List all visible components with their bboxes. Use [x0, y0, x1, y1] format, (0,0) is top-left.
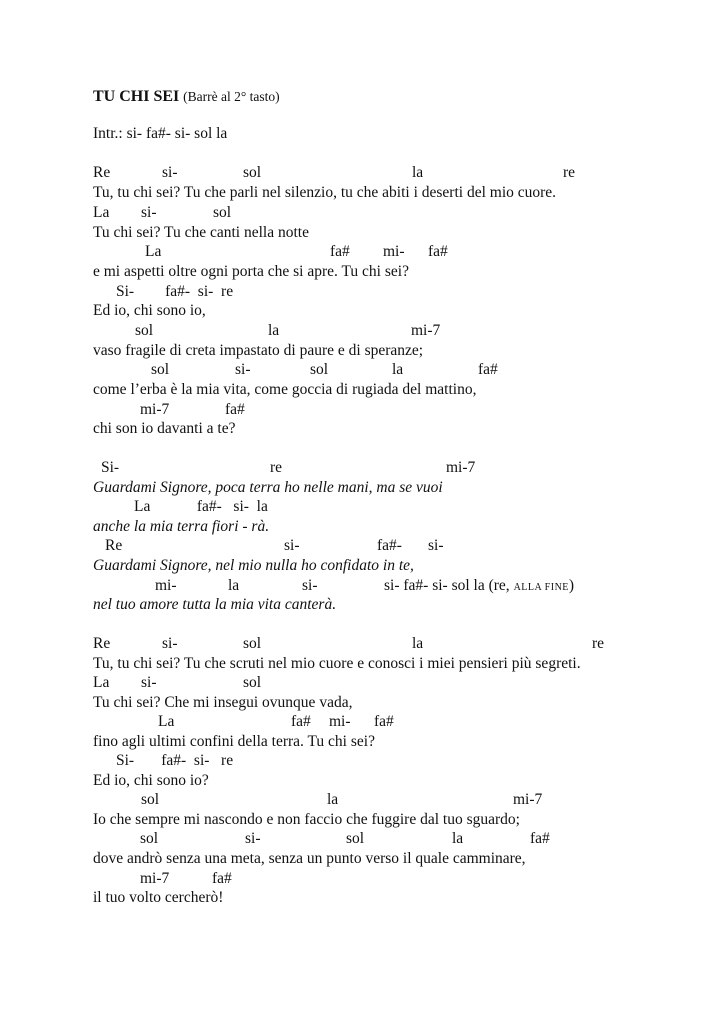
chord-line: La fa#- si- la — [134, 498, 268, 515]
chord: fa# — [374, 713, 394, 730]
chord: fa#- — [377, 537, 402, 554]
chord: sol — [243, 164, 262, 181]
intro-line: Intr.: si- fa#- si- sol la — [93, 125, 228, 142]
lyric-line: Tu chi sei? Che mi insegui ovunque vada, — [93, 694, 353, 711]
chord: sol — [346, 830, 365, 847]
chord: Re — [105, 537, 123, 554]
refrain-line: anche la mia terra fiori - rà. — [93, 518, 270, 535]
chord: si- fa#- si- sol la (re, — [384, 577, 510, 594]
chord: si- — [245, 830, 261, 847]
chord: fa# — [478, 361, 498, 378]
chord: La — [158, 713, 175, 730]
chord: mi- — [155, 577, 177, 594]
chord: mi-7 — [446, 459, 476, 476]
chord: si- — [141, 674, 157, 691]
chord-group — [384, 577, 574, 597]
chord: si- — [162, 164, 178, 181]
chord: fa# — [212, 870, 232, 887]
chord: la — [452, 830, 464, 847]
chord: fa# — [530, 830, 550, 847]
title-note: (Barrè al 2° tasto) — [183, 89, 280, 104]
chord: re — [563, 164, 576, 181]
song-title — [93, 88, 280, 106]
title-text: TU CHI SEI — [93, 88, 180, 105]
refrain-line: nel tuo amore tutta la mia vita canterà. — [93, 596, 337, 613]
alla-fine-note: ALLA FINE — [513, 582, 569, 593]
lyric-line: Ed io, chi sono io, — [93, 302, 206, 319]
lyric-line: vaso fragile di creta impastato di paure e di speranze; — [93, 342, 424, 359]
chord-line: Si- fa#- si- re — [116, 752, 234, 769]
chord: si- — [162, 635, 178, 652]
lyric-line: Ed io, chi sono io? — [93, 772, 209, 789]
chord: mi-7 — [140, 401, 170, 418]
chord: la — [412, 164, 424, 181]
chord: La — [145, 243, 162, 260]
chord: sol — [213, 204, 232, 221]
chord: sol — [141, 791, 160, 808]
chord: re — [270, 459, 283, 476]
lyric-line: dove andrò senza una meta, senza un punto verso il quale camminare, — [93, 850, 526, 867]
chord: Si- — [101, 459, 120, 476]
lyric-line: Tu chi sei? Tu che canti nella notte — [93, 224, 309, 241]
chord: mi- — [329, 713, 351, 730]
chord: sol — [243, 635, 262, 652]
lyric-line: chi son io davanti a te? — [93, 420, 236, 437]
chord: fa# — [330, 243, 350, 260]
lyric-line: Io che sempre mi nascondo e non faccio che fuggire dal tuo sguardo; — [93, 811, 520, 828]
chord: fa# — [428, 243, 448, 260]
chord: fa# — [225, 401, 245, 418]
chord: mi-7 — [411, 322, 441, 339]
chord: la — [268, 322, 280, 339]
chord: Re — [93, 164, 111, 181]
chord: La — [93, 204, 110, 221]
lyric-line: Tu, tu chi sei? Tu che scruti nel mio cuore e conosci i miei pensieri più segreti. — [93, 655, 581, 672]
chord: si- — [428, 537, 444, 554]
chord: la — [228, 577, 240, 594]
paren-close: ) — [568, 577, 575, 594]
chord: sol — [310, 361, 329, 378]
chord-line: Si- fa#- si- re — [116, 283, 234, 300]
lyric-line: fino agli ultimi confini della terra. Tu chi sei? — [93, 733, 375, 750]
chord: la — [412, 635, 424, 652]
refrain-line: Guardami Signore, nel mio nulla ho confidato in te, — [93, 557, 414, 574]
lyric-line: Tu, tu chi sei? Tu che parli nel silenzio, tu che abiti i deserti del mio cuore. — [93, 184, 557, 201]
lyric-line: come l’erba è la mia vita, come goccia di rugiada del mattino, — [93, 381, 477, 398]
chord: sol — [140, 830, 159, 847]
refrain-line: Guardami Signore, poca terra ho nelle mani, ma se vuoi — [93, 479, 443, 496]
chord: la — [392, 361, 404, 378]
chord: La — [93, 674, 110, 691]
chord: mi- — [383, 243, 405, 260]
chord: fa# — [291, 713, 311, 730]
chord: mi-7 — [140, 870, 170, 887]
chord: si- — [284, 537, 300, 554]
chord: sol — [151, 361, 170, 378]
chord: Re — [93, 635, 111, 652]
chord: si- — [302, 577, 318, 594]
chord: mi-7 — [513, 791, 543, 808]
chord: la — [327, 791, 339, 808]
chord: re — [592, 635, 605, 652]
chord: si- — [141, 204, 157, 221]
lyric-line: e mi aspetti oltre ogni porta che si apre. Tu chi sei? — [93, 263, 409, 280]
lyric-line: il tuo volto cercherò! — [93, 889, 224, 906]
chord: si- — [235, 361, 251, 378]
chord: sol — [135, 322, 154, 339]
chord: sol — [243, 674, 262, 691]
